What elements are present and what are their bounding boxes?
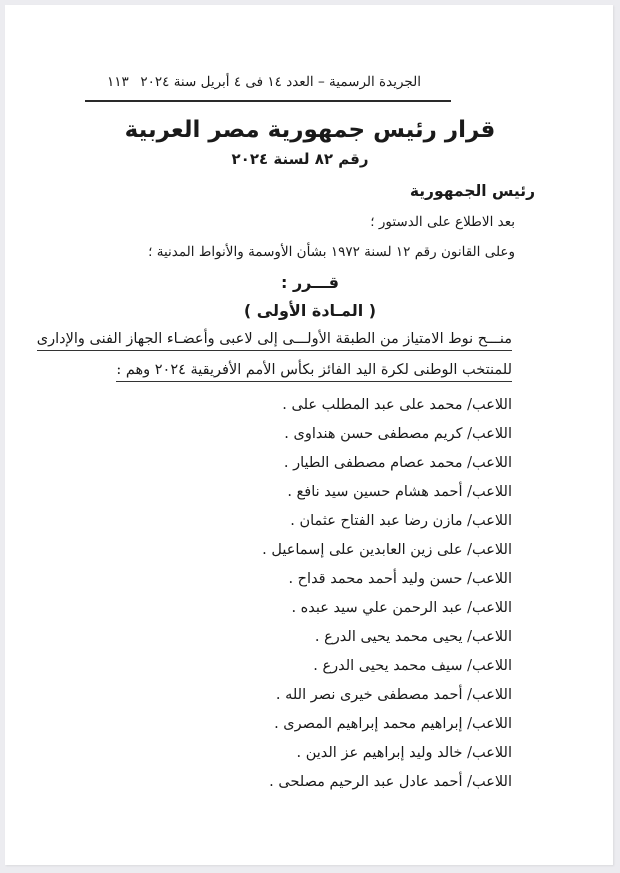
gazette-issue-title: الجريدة الرسمية – العدد ١٤ فى ٤ أبريل سنة ٢٠٢٤ bbox=[140, 74, 421, 90]
player-item: اللاعب/ على زين العابدين على إسماعيل . bbox=[262, 542, 512, 558]
issuer-heading: رئيس الجمهورية bbox=[409, 182, 535, 200]
player-item: اللاعب/ حسن وليد أحمد محمد قداح . bbox=[288, 571, 512, 587]
page-number: ١١٣ bbox=[107, 74, 129, 90]
player-item: اللاعب/ إبراهيم محمد إبراهيم المصرى . bbox=[274, 716, 512, 732]
preamble-line: بعد الاطلاع على الدستور ؛ bbox=[370, 214, 515, 230]
player-item: اللاعب/ خالد وليد إبراهيم عز الدين . bbox=[296, 745, 512, 761]
player-item: اللاعب/ مازن رضا عبد الفتاح عثمان . bbox=[290, 513, 512, 529]
article-text-line: منـــح نوط الامتياز من الطبقة الأولـــى إلى لاعبى وأعضـاء الجهاز الفنى والإدارى bbox=[37, 331, 512, 351]
player-item: اللاعب/ يحيى محمد يحيى الدرع . bbox=[314, 629, 512, 645]
article-heading: ( المـادة الأولى ) bbox=[243, 301, 377, 320]
player-item: اللاعب/ عبد الرحمن علي سيد عبده . bbox=[291, 600, 512, 616]
player-item: اللاعب/ محمد عصام مصطفى الطيار . bbox=[283, 455, 512, 471]
decree-title: قرار رئيس جمهورية مصر العربية bbox=[124, 117, 496, 143]
article-text-line: للمنتخب الوطنى لكرة اليد الفائز بكأس الأمم الأفريقية ٢٠٢٤ وهم : bbox=[116, 362, 512, 382]
player-item: اللاعب/ أحمد هشام حسين سيد نافع . bbox=[287, 484, 512, 500]
decided-label: قـــرر : bbox=[280, 273, 339, 292]
decree-number: رقم ٨٢ لسنة ٢٠٢٤ bbox=[231, 150, 369, 168]
player-item: اللاعب/ كريم مصطفى حسن هنداوى . bbox=[284, 426, 512, 442]
player-item: اللاعب/ محمد على عبد المطلب على . bbox=[282, 397, 512, 413]
preamble-line: وعلى القانون رقم ١٢ لسنة ١٩٧٢ بشأن الأوسمة والأنواط المدنية ؛ bbox=[148, 244, 515, 260]
player-item: اللاعب/ سيف محمد يحيى الدرع . bbox=[313, 658, 512, 674]
player-item: اللاعب/ أحمد مصطفى خيرى نصر الله . bbox=[275, 687, 512, 703]
player-item: اللاعب/ أحمد عادل عبد الرحيم مصلحى . bbox=[269, 774, 512, 790]
running-header bbox=[85, 72, 451, 102]
